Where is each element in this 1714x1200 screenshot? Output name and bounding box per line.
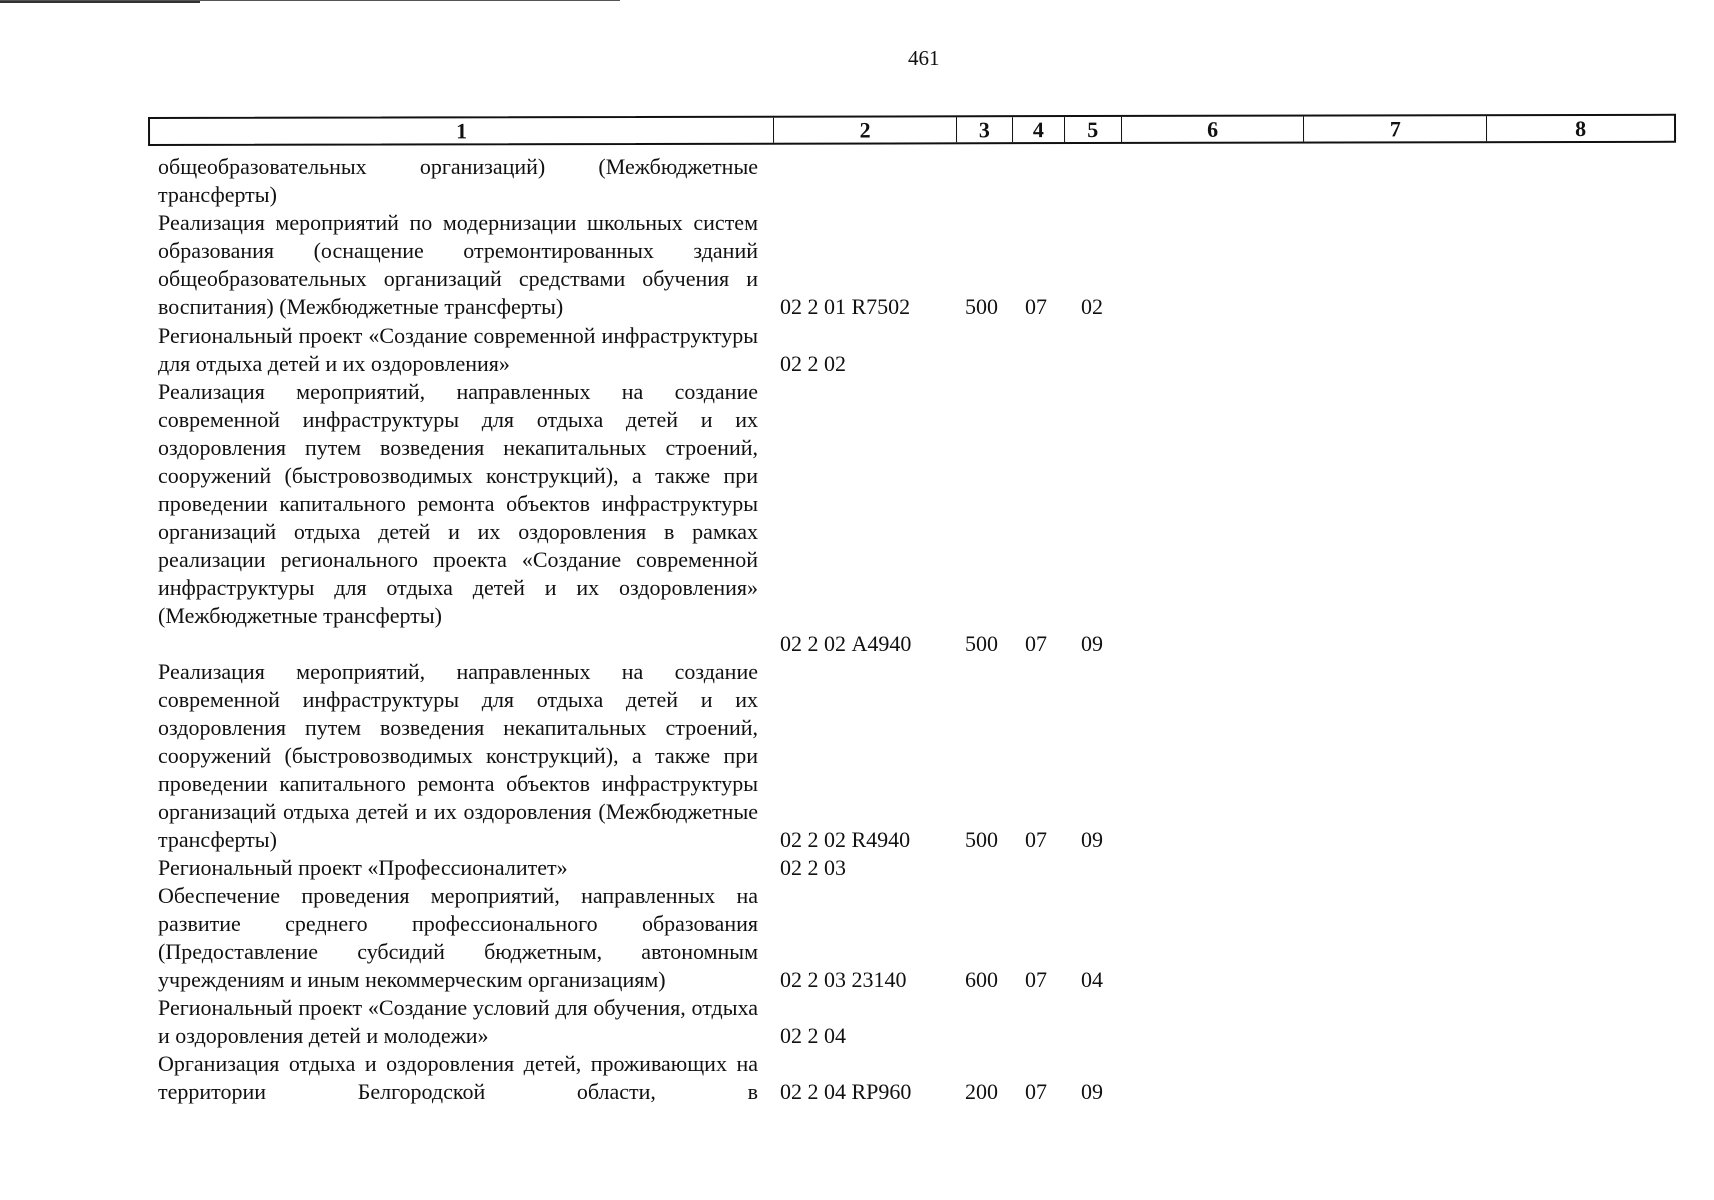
row-description: Реализация мероприятий, направленных на создание современной инфраструктуры для отдыха детей и их оздоровления путем возведения некапитальных строений, сооружений (быстровозводимых конструкций), а также при проведении капитального ремонта объектов инфраструктуры организаций отдыха детей и их оздоровления в рамках реализации регионального проекта «Создание современной инфраструктуры для отдыха детей и их оздоровления» (Межбюджетные трансферты) <box>158 379 758 628</box>
row-col4: 07 <box>1025 294 1047 319</box>
header-cell-4: 4 <box>1013 117 1065 142</box>
row-code: 02 2 02 А4940 <box>780 631 912 656</box>
row-col5: 09 <box>1081 1079 1103 1104</box>
row-code: 02 2 04 <box>780 1023 846 1048</box>
row-col5: 09 <box>1081 631 1103 656</box>
header-cell-1: 1 <box>150 118 774 144</box>
header-cell-2: 2 <box>774 117 957 142</box>
row-code: 02 2 03 <box>780 855 846 880</box>
row-description: Реализация мероприятий по модернизации школьных систем образования (оснащение отремонтированных зданий общеобразовательных организаций средствами обучения и воспитания) (Межбюджетные трансферты) <box>158 210 758 319</box>
row-col4: 07 <box>1025 827 1047 852</box>
scan-edge-line <box>0 0 620 1</box>
row-col4: 07 <box>1025 1079 1047 1104</box>
row-col4: 07 <box>1025 967 1047 992</box>
row-description: Региональный проект «Создание современной инфраструктуры для отдыха детей и их оздоровления» <box>158 323 758 376</box>
row-code: 02 2 02 R4940 <box>780 827 911 852</box>
header-cell-7: 7 <box>1304 116 1487 141</box>
row-col3: 600 <box>965 967 998 992</box>
row-description: общеобразовательных организаций) (Межбюджетные трансферты) <box>158 154 758 207</box>
row-description: Региональный проект «Профессионалитет» <box>158 855 568 880</box>
row-col5: 09 <box>1081 827 1103 852</box>
row-code: 02 2 02 <box>780 351 846 376</box>
table-header-row <box>148 114 1676 146</box>
row-description: Обеспечение проведения мероприятий, направленных на развитие среднего профессионального образования (Предоставление субсидий бюджетным, автономным учреждениям и иным некоммерческим организациям) <box>158 883 758 992</box>
row-col5: 02 <box>1081 294 1103 319</box>
row-col3: 500 <box>965 294 998 319</box>
row-col4: 07 <box>1025 631 1047 656</box>
row-description: Реализация мероприятий, направленных на создание современной инфраструктуры для отдыха детей и их оздоровления путем возведения некапитальных строений, сооружений (быстровозводимых конструкций), а также при проведении капитального ремонта объектов инфраструктуры организаций отдыха детей и их оздоровления (Межбюджетные трансферты) <box>158 659 758 852</box>
header-cell-3: 3 <box>957 117 1013 142</box>
row-col3: 200 <box>965 1079 998 1104</box>
header-cell-8: 8 <box>1575 115 1587 142</box>
header-cell-5: 5 <box>1065 117 1122 142</box>
row-code: 02 2 01 R7502 <box>780 294 911 319</box>
row-description: Региональный проект «Создание условий для обучения, отдыха и оздоровления детей и молодежи» <box>158 995 758 1048</box>
row-col3: 500 <box>965 827 998 852</box>
page-number: 461 <box>908 46 940 70</box>
row-col5: 04 <box>1081 967 1103 992</box>
row-code: 02 2 04 RP960 <box>780 1079 912 1104</box>
row-code: 02 2 03 23140 <box>780 967 907 992</box>
row-description: Организация отдыха и оздоровления детей, проживающих на территории Белгородской области, в <box>158 1051 758 1104</box>
header-cell-6: 6 <box>1122 117 1305 142</box>
row-col3: 500 <box>965 631 998 656</box>
